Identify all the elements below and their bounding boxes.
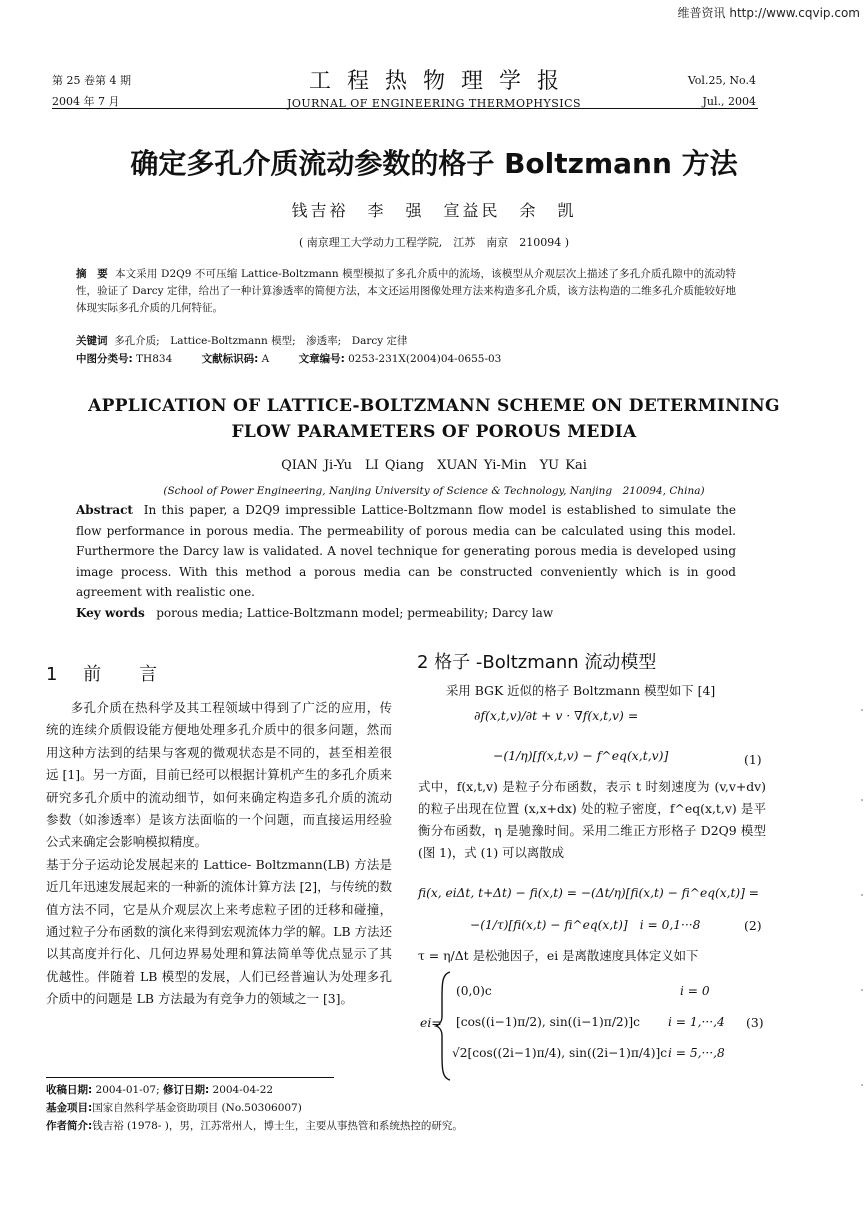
article-number-label: 文章编号: — [298, 353, 345, 365]
paper-title-en-line1: APPLICATION OF LATTICE-BOLTZMANN SCHEME ON DETERMINING — [88, 396, 780, 416]
author-bio-label: 作者简介: — [46, 1120, 93, 1132]
date-en: Jul., 2004 — [702, 95, 756, 108]
authors-en: QIAN Ji-Yu LI Qiang XUAN Yi-Min YU Kai — [281, 458, 587, 473]
section1-body — [46, 697, 392, 1011]
abstract-en — [76, 500, 736, 603]
section2-heading: 2 格子 -Boltzmann 流动模型 — [417, 652, 657, 673]
keywords-cn-label: 关键词 — [76, 335, 108, 347]
equation-2-number: (2) — [744, 918, 762, 933]
header-rule — [52, 108, 758, 109]
header-right — [688, 70, 756, 112]
doc-code-value: A — [261, 353, 270, 365]
section2-paragraph-2: 式中，f(x,t,v) 是粒子分布函数，表示 t 时刻速度为 (v,v+dv) 的粒子出现在位置 (x,x+dx) 处的粒子密度，f^eq(x,t,v) 是平衡分布函数，η 是驰豫时间。采用二维正方形格子 D2Q9 模型 (图 1)，式 (1) 可以离散成 — [418, 779, 766, 860]
doc-code-label: 文献标识码: — [201, 353, 259, 365]
keywords-cn-text: 多孔介质; Lattice-Boltzmann 模型; 渗透率; Darcy 定律 — [114, 335, 408, 347]
authors-cn: 钱吉裕 李 强 宣益民 余 凯 — [291, 201, 577, 220]
abstract-cn — [76, 266, 736, 317]
footnote-rule — [46, 1077, 334, 1078]
keywords-cn — [76, 332, 736, 350]
equation-3-row-3: √2[cos((2i−1)π/4), sin((2i−1)π/4)]c — [452, 1046, 668, 1060]
equation-1-line-2: −(1/η)[f(x,t,v) − f^eq(x,t,v)] — [493, 748, 669, 763]
affiliation-en: (School of Power Engineering, Nanjing University of Science & Technology, Nanjing 210094, China) — [163, 485, 705, 497]
journal-title-en: JOURNAL OF ENGINEERING THERMOPHYSICS — [286, 97, 582, 110]
clc-value: TH834 — [136, 353, 173, 365]
article-number-value: 0253-231X(2004)04-0655-03 — [348, 353, 502, 365]
scan-edge-marks — [860, 690, 864, 1160]
equation-3-row-2: [cos((i−1)π/2), sin((i−1)π/2)]c — [456, 1015, 641, 1029]
section1-paragraph-2: 基于分子运动论发展起来的 Lattice- Boltzmann(LB) 方法是近几年迅速发展起来的一种新的流体计算方法 [2]，与传统的数值方法不同，它是从介观层次上来考虑粒子团的迁移和碰撞，通过粒子分布函数的演化来得到宏观流体力学的解。LB 方法还以其高度并行化、几何边界易处理和算法简单等优点显示了其优越性。伴随着 LB 模型的发展，人们已经普遍认为处理多孔介质中的问题是 LB 方法最为有竞争力的领域之一 [3]。 — [46, 856, 392, 1007]
keywords-en — [76, 606, 736, 620]
abstract-en-label: Abstract — [76, 503, 133, 517]
equation-3-condition-1: i = 0 — [680, 984, 710, 998]
footnote-author — [46, 1117, 766, 1135]
equation-2-line-2: −(1/τ)[fi(x,t) − fi^eq(x,t)] i = 0,1···8 — [470, 918, 701, 932]
section1-heading: 1 前 言 — [46, 664, 168, 685]
equation-3-row-1: (0,0)c — [456, 984, 492, 998]
abstract-cn-text: 本文采用 D2Q9 不可压缩 Lattice-Boltzmann 模型模拟了多孔介质中的流场，该模型从介观层次上描述了多孔介质孔隙中的流动特性，验证了 Darcy 定律，给出了一种计算渗透率的简便方法，本文还运用图像处理方法来构造多孔介质，该方法构造的二维多孔介质能较好地体现实际多孔介质的几何特征。 — [76, 268, 737, 314]
equation-3-number: (3) — [746, 1015, 764, 1030]
affiliation-cn: ( 南京理工大学动力工程学院, 江苏 南京 210094 ) — [298, 236, 570, 249]
clc-label: 中图分类号: — [76, 353, 133, 365]
received-label: 收稿日期: — [46, 1084, 93, 1096]
paper-title-cn: 确定多孔介质流动参数的格子 Boltzmann 方法 — [130, 147, 738, 180]
watermark: 维普资讯 http://www.cqvip.com — [677, 6, 860, 20]
equation-3-condition-3: i = 5,···,8 — [668, 1046, 725, 1060]
revised-date: 2004-04-22 — [212, 1084, 274, 1096]
abstract-en-text: In this paper, a D2Q9 impressible Lattice-Boltzmann flow model is established to simulate the flow performance in porous media. The permeability of porous media can be calculated using this model. Furthermore the Darcy law is validated. A novel technique for generating porous media is developed using image process. With this method a porous media can be constructed conveniently which is in good agreement with realistic one. — [76, 503, 736, 599]
footnotes — [46, 1081, 766, 1135]
section2-paragraph-3: τ = η/Δt 是松弛因子，ei 是离散速度具体定义如下 — [418, 948, 699, 963]
fund-label: 基金项目: — [46, 1102, 93, 1114]
date-cn: 2004 年 7 月 — [52, 95, 120, 108]
footnote-dates — [46, 1081, 766, 1099]
keywords-en-text: porous media; Lattice-Boltzmann model; permeability; Darcy law — [156, 606, 554, 620]
paper-title-en-line2: FLOW PARAMETERS OF POROUS MEDIA — [231, 422, 637, 442]
equation-3-label: ei= — [420, 1015, 442, 1030]
volume-en: Vol.25, No.4 — [687, 74, 756, 87]
received-date: 2004-01-07; — [95, 1084, 160, 1096]
equation-1-number: (1) — [744, 752, 762, 767]
equation-2-line-1: fi(x, eiΔt, t+Δt) − fi(x,t) = −(Δt/η)[fi(x,t) − fi^eq(x,t)] = — [418, 886, 760, 900]
paper-title-en — [0, 393, 868, 445]
keywords-en-label: Key words — [76, 606, 145, 620]
author-bio-text: 钱吉裕 (1978- )，男，江苏常州人，博士生，主要从事热管和系统热控的研究。 — [92, 1120, 463, 1132]
section1-paragraph-1: 多孔介质在热科学及其工程领域中得到了广泛的应用，传统的连续介质假设能方便地处理多孔介质中的很多问题，然而用这种方法到的结果与客观的微观状态是不同的，甚至相差很远 [1]。另一方面，目前已经可以根据计算机产生的多孔介质来研究多孔介质中的流动细节，如何来确定构造多孔介质的流动参数（如渗透率）是该方法面临的一个问题，而直接运用经验公式来确定会影响模拟精度。 — [46, 700, 392, 850]
section2-paragraph-1: 采用 BGK 近似的格子 Boltzmann 模型如下 [4] — [446, 683, 716, 698]
classification-line — [76, 350, 736, 368]
revised-label: 修订日期: — [162, 1084, 210, 1096]
footnote-fund — [46, 1099, 766, 1117]
equation-3-brace — [434, 970, 454, 1082]
journal-title-cn: 工程热物理学报 — [308, 69, 575, 94]
abstract-cn-label: 摘 要 — [76, 268, 108, 280]
equation-1-line-1: ∂f(x,t,v)/∂t + v · ∇f(x,t,v) = — [474, 708, 639, 723]
equation-3-condition-2: i = 1,···,4 — [668, 1015, 725, 1029]
volume-cn: 第 25 卷第 4 期 — [52, 74, 131, 87]
fund-text: 国家自然科学基金资助项目 (No.50306007) — [92, 1102, 302, 1114]
